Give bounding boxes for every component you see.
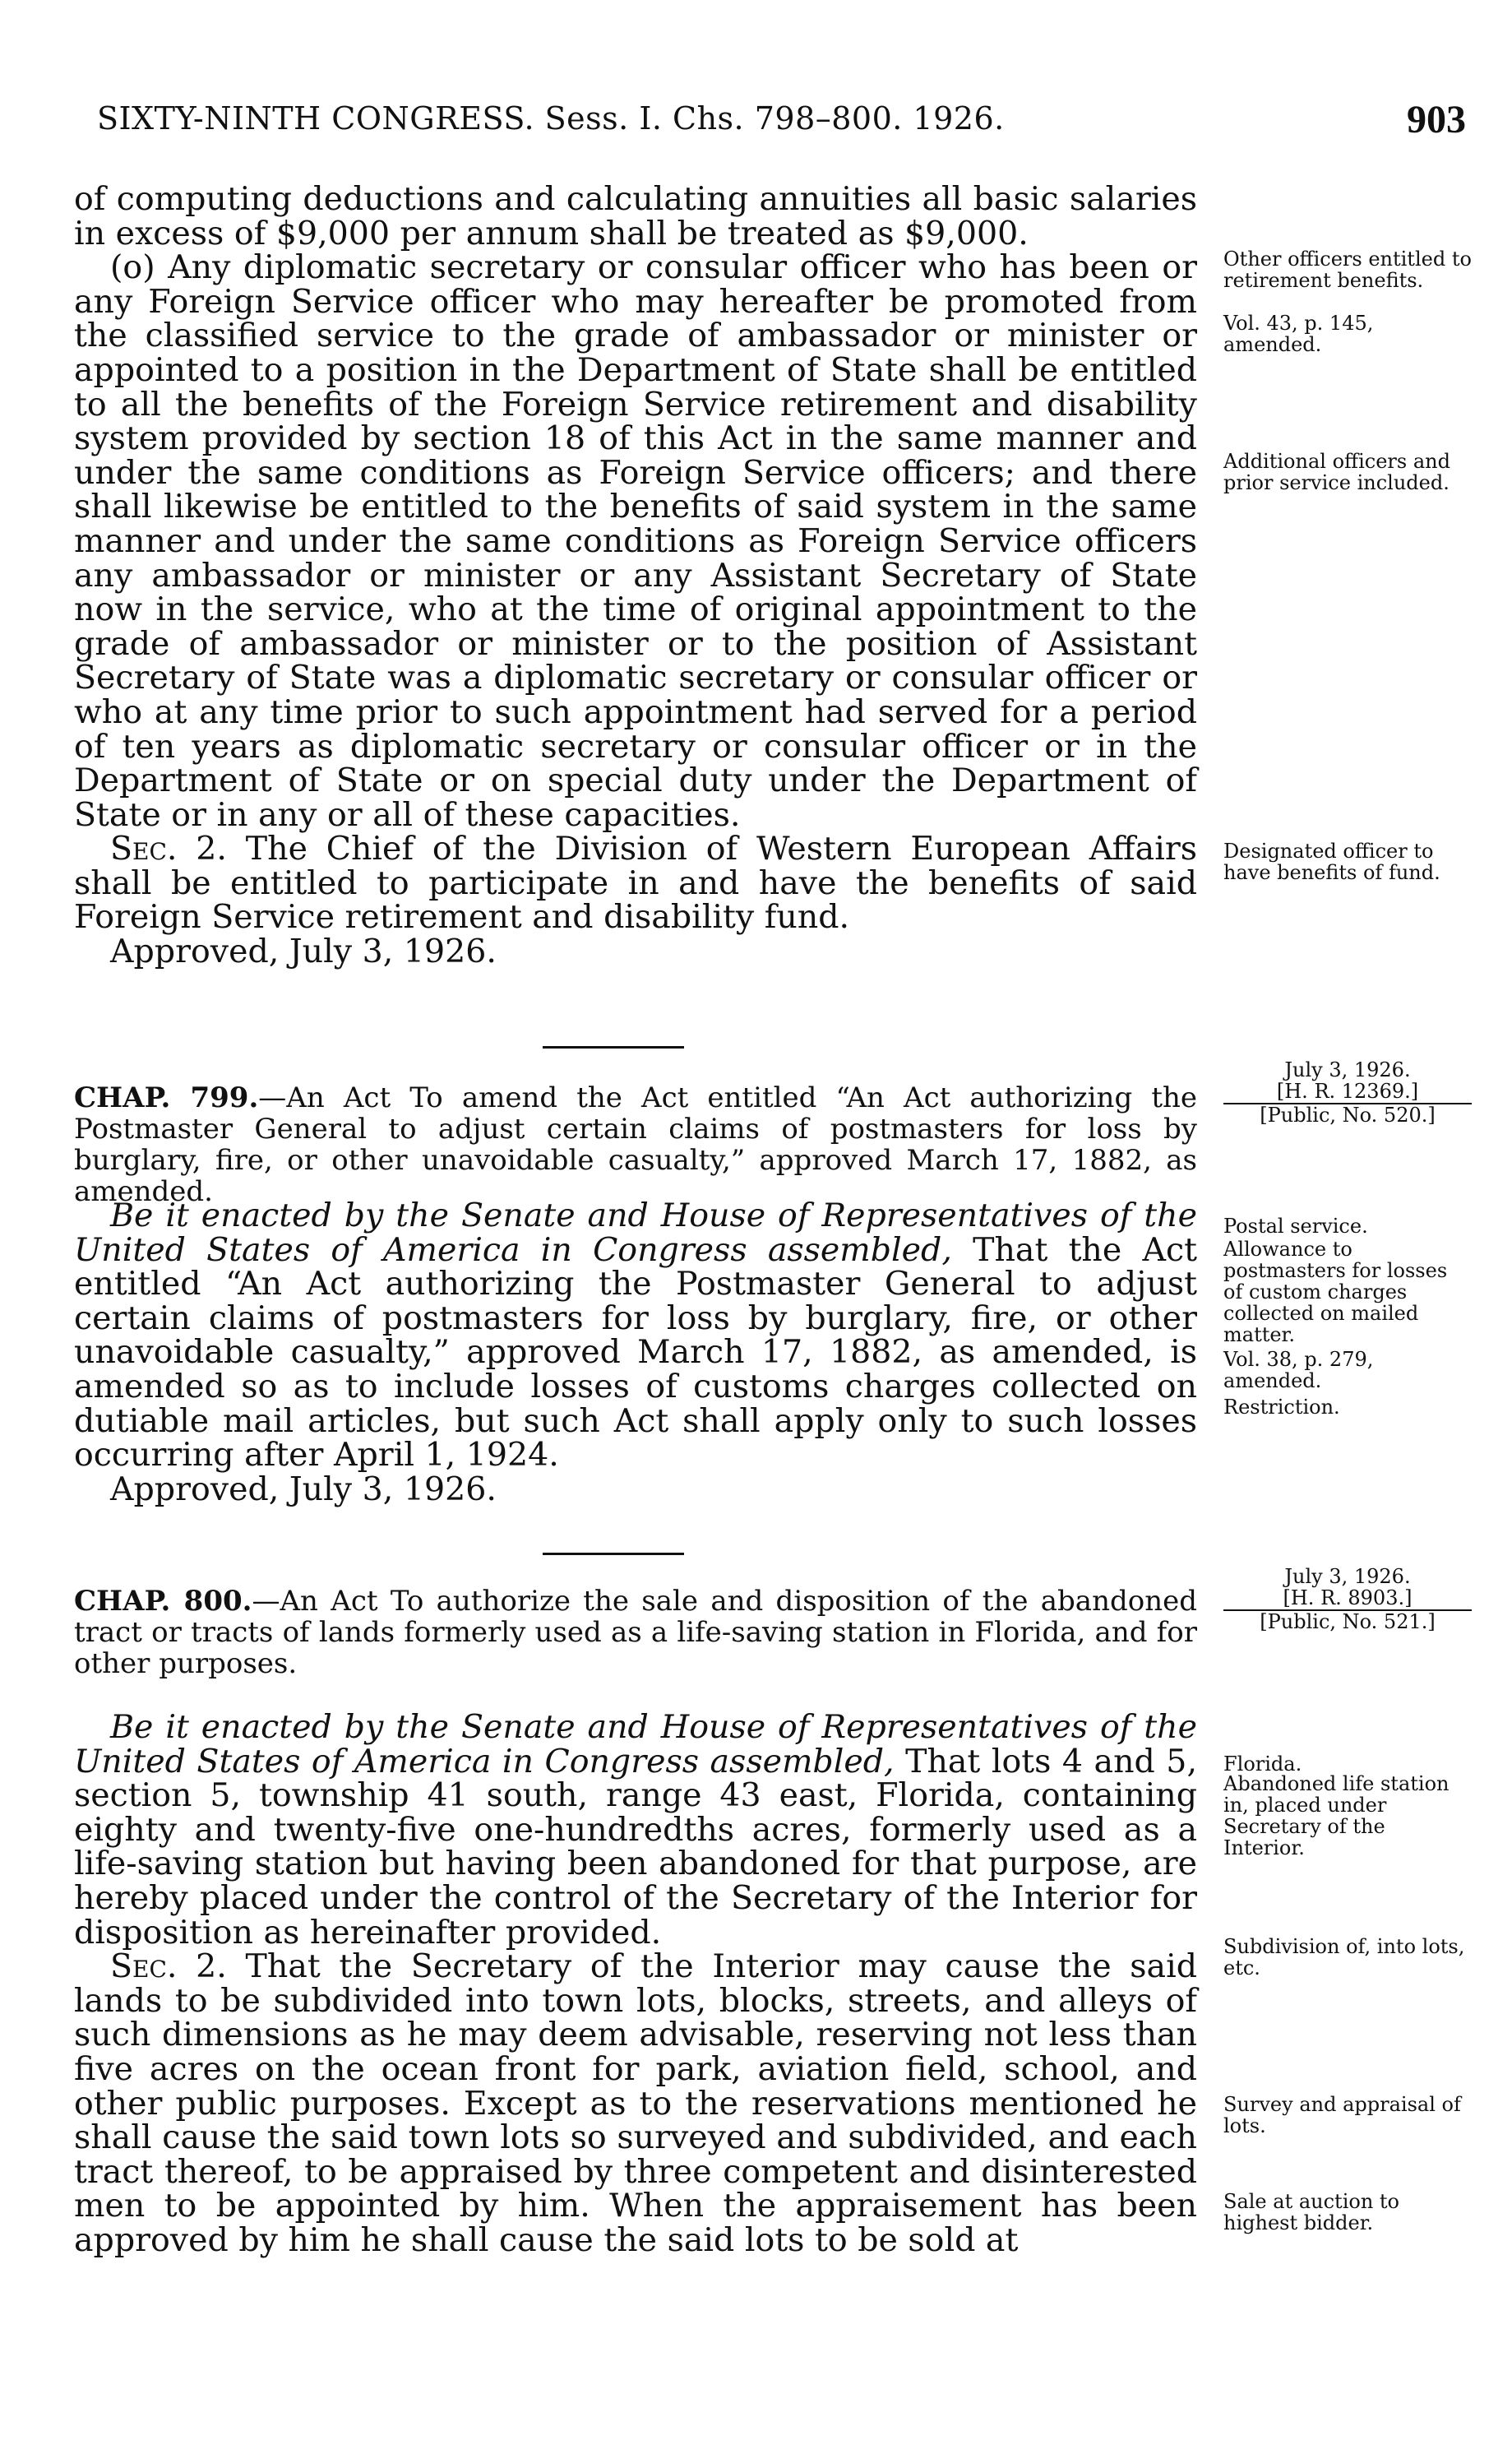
margin-note-other-officers: Other officers entitled to retirement benefits. bbox=[1223, 248, 1472, 292]
chap-800-title-text: —An Act To authorize the sale and disposition of the abandoned tract or tracts of lands formerly used as a life-saving station in Florida, and for other purposes. bbox=[74, 1585, 1197, 1680]
margin-note-vol38: Vol. 38, p. 279, amended. bbox=[1223, 1348, 1374, 1392]
chap-800-title bbox=[74, 1586, 1197, 1679]
margin-note-additional-officers: Additional officers and prior service included. bbox=[1223, 450, 1450, 494]
chap-799-approved: Approved, July 3, 1926. bbox=[110, 1470, 497, 1508]
running-header bbox=[97, 100, 1466, 153]
margin-note-vol43: Vol. 43, p. 145, amended. bbox=[1223, 312, 1374, 356]
chap-800-enacting-clause: Be it enacted by the Senate and House of Representatives of the United States of America in Congress assembled, bbox=[74, 1708, 1197, 1780]
margin-note-subdivision: Subdivision of, into lots, etc. bbox=[1223, 1935, 1465, 1979]
chap-799-date: July 3, 1926. bbox=[1284, 1058, 1411, 1081]
sec-2-label: Sec. 2. bbox=[110, 830, 227, 868]
section-divider-2 bbox=[543, 1553, 684, 1555]
chap-799-body bbox=[74, 1199, 1197, 1507]
chap-800-label: CHAP. 800. bbox=[74, 1585, 252, 1618]
page-number: 903 bbox=[1407, 98, 1466, 141]
paragraph-computing-deductions: of computing deductions and calculating annuities all basic salaries in excess of $9,000 per annum shall be treated as $9,000. bbox=[74, 180, 1197, 252]
chap-800-sec-2-text: That the Secretary of the Interior may cause the said lands to be subdivided into town lots, blocks, streets, and alleys of such dimensions as he may deem advisable, reserving not less than five acres on the ocean front for park, aviation field, school, and other public purposes. Except as to the reservations mentioned he shall cause the said town lots so surveyed and subdivided, and each tract thereof, to be appraised by three competent and disinterested men to be appointed by him. When the appraisement has been approved by him he shall cause the said lots to be sold at bbox=[74, 1947, 1197, 2259]
approved-line: Approved, July 3, 1926. bbox=[110, 933, 497, 971]
chap-800-date-block bbox=[1223, 1566, 1472, 1632]
paragraph-o: (o) Any diplomatic secretary or consular officer who has been or any Foreign Service officer who may hereafter be promoted from the classified service to the grade of ambassador or minister or appointed to a position in the Department of State shall be entitled to all the benefits of the Foreign Service retirement and disability system provided by section 18 of this Act in the same manner and under the same conditions as Foreign Service officers; and there shall likewise be entitled to the benefits of said system in the same manner and under the same conditions as Foreign Service officers any ambassador or minister or any Assistant Secretary of State now in the service, who at the time of original appointment to the grade of ambassador or minister or to the position of Assistant Secretary of State was a diplomatic secretary or consular officer or who at any time prior to such appointment had served for a period of ten years as diplomatic secretary or consular officer or in the Department of State or on special duty under the Department of State or in any or all of these capacities. bbox=[74, 248, 1197, 834]
sec-2-text: The Chief of the Division of Western European Affairs shall be entitled to participate in and have the benefits of said Foreign Service retirement and disability fund. bbox=[74, 830, 1197, 937]
margin-note-sale-auction: Sale at auction to highest bidder. bbox=[1223, 2190, 1399, 2234]
chap-799-enacting-paragraph bbox=[74, 1199, 1197, 1473]
chap-800-bill: [H. R. 8903.] bbox=[1223, 1587, 1472, 1611]
chap-799-title-text: —An Act To amend the Act entitled “An Act authorizing the Postmaster General to adjust certain claims of postmasters for loss by burglary, fire, or other unavoidable casualty,” approved March 17, 1882, as amended. bbox=[74, 1081, 1197, 1208]
margin-note-florida: Florida. bbox=[1223, 1752, 1302, 1776]
chap-799-label: CHAP. 799. bbox=[74, 1081, 259, 1114]
margin-note-postal-service: Postal service. bbox=[1223, 1215, 1368, 1238]
chap-799-bill: [H. R. 12369.] bbox=[1223, 1081, 1472, 1104]
section-divider bbox=[543, 1046, 684, 1049]
chap-799-enacting-text: That the Act entitled “An Act authorizing the Postmaster General to adjust certain claims of postmasters for loss by burglary, fire, or other unavoidable casualty,” approved March 17, 1882, as amended, is amended so as to include losses of customs charges collected on dutiable mail articles, but such Act shall apply only to such losses occurring after April 1, 1924. bbox=[74, 1230, 1198, 1475]
chap-800-enacting-paragraph bbox=[74, 1708, 1197, 1952]
chap-800-sec-2-label: Sec. 2. bbox=[110, 1947, 227, 1986]
paragraph-sec-2 bbox=[74, 832, 1197, 935]
running-head: SIXTY-NINTH CONGRESS. Sess. I. Chs. 798–800. 1926. bbox=[97, 100, 1005, 137]
section-798-continuation bbox=[74, 180, 1197, 971]
chap-800-enacting-text: That lots 4 and 5, section 5, township 41 south, range 43 east, Florida, containing eighty and twenty-five one-hundredths acres, formerly used as a life-saving station but having been abandoned for that purpose, are hereby placed under the control of the Secretary of the Interior for disposition as hereinafter provided. bbox=[74, 1742, 1197, 1952]
margin-note-restriction: Restriction. bbox=[1223, 1396, 1340, 1419]
chap-800-date: July 3, 1926. bbox=[1284, 1565, 1411, 1588]
chap-799-date-block bbox=[1223, 1059, 1472, 1126]
margin-note-survey: Survey and appraisal of lots. bbox=[1223, 2093, 1461, 2137]
margin-note-abandoned-station: Abandoned life station in, placed under Secretary of the Interior. bbox=[1223, 1772, 1450, 1859]
chap-800-body bbox=[74, 1708, 1197, 2259]
margin-note-allowance-postmasters: Allowance to postmasters for losses of custom charges collected on mailed matter. bbox=[1223, 1238, 1448, 1346]
chap-800-sec-2 bbox=[74, 1947, 1197, 2259]
chap-799-enacting-clause: Be it enacted by the Senate and House of Representatives of the United States of America in Congress assembled, bbox=[74, 1197, 1197, 1269]
margin-note-designated-officer: Designated officer to have benefits of fund. bbox=[1223, 840, 1440, 884]
chap-799-public: [Public, No. 520.] bbox=[1260, 1104, 1436, 1127]
chap-799-title bbox=[74, 1082, 1197, 1207]
chap-800-public: [Public, No. 521.] bbox=[1260, 1610, 1436, 1633]
